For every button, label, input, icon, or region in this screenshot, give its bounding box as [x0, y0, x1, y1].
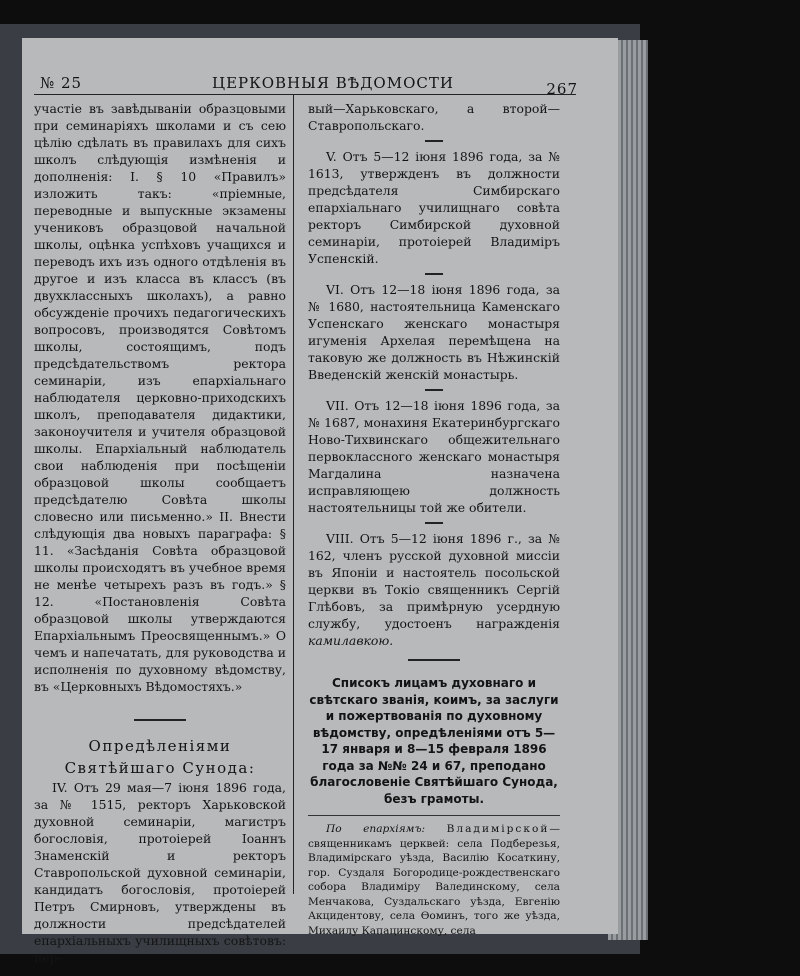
section-separator [134, 719, 186, 721]
decree-item-vi: VI. Отъ 12—18 іюня 1896 года, за № 1680, настоятельница Каменскаго Успенскаго женскаго монастыря игуменія Архелая перемѣщена на таковую же должность въ Нѣжинскій Введенскій женскій монастырь. [308, 282, 560, 382]
decree-item-vii: VII. Отъ 12—18 іюня 1896 года, за № 1687, монахиня Екатеринбургскаго Ново-Тихвинскаго общежительнаго первоклассного женскаго монастыря Магдалина назначена исправляющею должность настоятельницы той же обители. [308, 398, 560, 515]
decree-continuation: участіе въ завѣдываніи образцовыми при семинаріяхъ школами и съ сею цѣлію сдѣлать въ правилахъ для сихъ школъ слѣдующія измѣненія и дополненія: I. § 10 «Правилъ» изложить такъ: «пріемные, переводные и выпускные экзамены учениковъ образцовой начальной школы, оцѣнка успѣховъ учащихся и переводъ ихъ изъ одного отдѣленія въ другое и изъ класса въ классъ (въ двухклассныхъ школахъ), а равно обсужденіе прочихъ педагогическихъ вопросовъ, производятся Совѣтомъ школы, состоящимъ, подъ предсѣдательствомъ ректора семинаріи, изъ епархіальнаго наблюдателя церковно-приходскихъ школъ, преподавателя дидактики, законоучителя и учителя образцовой школы. Епархіальный наблюдатель свои наблюденія при посѣщеніи образцовой школы сообщаетъ предсѣдателю Совѣта школы словесно или письменно.» II. Внести слѣдующія два новыхъ параграфа: § 11. «Засѣданія Совѣта образцовой школы происходятъ въ учебное время не менѣе четырехъ разъ въ годъ.» § 12. «Постановленія Совѣта образцовой школы утверждаются Епархіальнымъ Преосвященнымъ.» О чемъ и напечатать, для руководства и исполненія по духовному вѣдомству, въ «Церковныхъ Вѣдомостяхъ.» [34, 101, 286, 694]
item-separator [425, 389, 443, 391]
column-divider [293, 94, 294, 894]
decree-item-viii [308, 530, 560, 649]
item-separator [425, 273, 443, 275]
item-separator [425, 140, 443, 142]
left-column [34, 100, 286, 966]
list-diocese: Владимірской [446, 823, 550, 835]
list-prefix: По епархіямъ: [326, 823, 426, 835]
awards-list-heading: Списокъ лицамъ духовнаго и свѣтскаго званія, коимъ, за заслуги и пожертвованія по духовному вѣдомству, опредѣленіями отъ 5—17 января и 8—15 февраля 1896 года за №№ 24 и 67, преподано благословеніе Святѣйшаго Сунода, безъ грамоты. [309, 676, 559, 806]
decree-item-iv: IV. Отъ 29 мая—7 іюня 1896 года, за № 1515, ректоръ Харьковской духовной семинаріи, магистръ богословія, протоіерей Іоаннъ Знаменскій и ректоръ Ставропольской духовной семинаріи, кандидатъ богословія, протоіерей Петръ Смирновъ, утверждены въ должности предсѣдателей епархіальныхъ училищныхъ совѣтовъ: пер- [34, 780, 286, 965]
list-rule [308, 815, 560, 816]
section-separator [408, 659, 460, 661]
item-separator [425, 522, 443, 524]
header-rule [34, 94, 576, 95]
document-page [22, 38, 618, 965]
awards-list-text [308, 822, 560, 938]
list-body: —священникамъ церквей: села Подберезья, Владимірскаго уѣзда, Василію Косаткину, гор. Суздаля Богородице-рождественскаго собора Владиміру Валединскому, села Менчакова, Суздальскаго уѣзда, Евгенію Акцидентову, села Ѳоминъ, того же уѣзда, Михаилу Капацинскому, села [308, 823, 561, 937]
journal-title: ЦЕРКОВНЫЯ ВѢДОМОСТИ [212, 74, 454, 92]
right-column [308, 100, 560, 938]
award-name: камилавкою. [308, 633, 394, 648]
page-header [32, 70, 578, 98]
section-title: Опредѣленіями Святѣйшаго Сунода: [64, 737, 256, 777]
decree-iv-continuation: вый—Харьковскаго, а второй—Ставропольскаго. [308, 101, 560, 133]
decree-item-v: V. Отъ 5—12 іюня 1896 года, за № 1613, утвержденъ въ должности предсѣдателя Симбирскаго епархіальнаго училищнаго совѣта ректоръ Симбирской духовной семинаріи, протоіерей Владиміръ Успенскій. [308, 149, 560, 266]
page-number: 267 [546, 80, 578, 98]
decree-item-viii-text: VIII. Отъ 5—12 іюня 1896 г., за № 162, членъ русской духовной миссіи въ Японіи и настоятель посольской церкви въ Токіо священникъ Сергій Глѣбовъ, за примѣрную усердную службу, удостоенъ награжденія [308, 531, 560, 631]
issue-number: № 25 [40, 74, 83, 92]
